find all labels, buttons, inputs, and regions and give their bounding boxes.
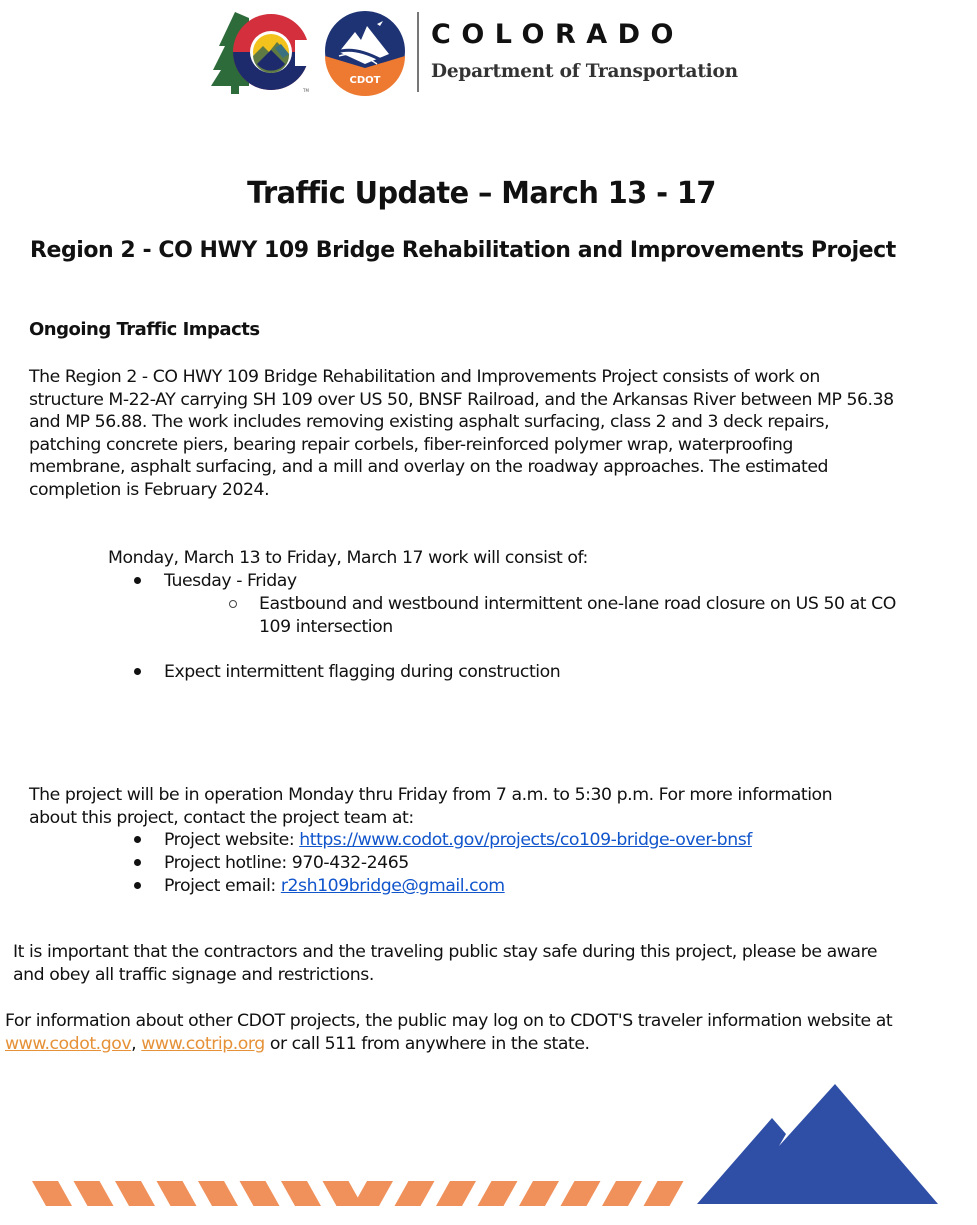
stripe-right — [602, 1181, 642, 1206]
cotrip-website-link[interactable]: www.cotrip.org — [141, 1033, 265, 1054]
stripe-left — [198, 1181, 238, 1206]
stripe-left — [157, 1181, 197, 1206]
logo-department-text: Department of Transportation — [431, 61, 738, 82]
cdot-logo-header — [205, 6, 775, 98]
hazard-stripes — [32, 1181, 684, 1206]
c-letter-icon — [233, 14, 317, 90]
schedule-item-days: Tuesday - Friday — [164, 571, 297, 591]
logo-divider — [417, 12, 419, 92]
project-email-link[interactable]: r2sh109bridge@gmail.com — [280, 876, 505, 896]
stripe-right — [519, 1181, 559, 1206]
safety-notice — [13, 941, 877, 986]
contact-website — [164, 829, 752, 852]
safety-line: It is important that the contractors and the traveling public stay safe during this project, please be aware — [13, 942, 878, 962]
contact-intro-line: about this project, contact the project team at: — [29, 807, 414, 828]
bullet-icon — [134, 859, 141, 866]
project-description — [29, 366, 894, 502]
trademark-mark: TM — [303, 88, 309, 93]
description-line: patching concrete piers, bearing repair corbels, fiber-reinforced polymer wrap, waterproofing — [29, 434, 793, 455]
project-subtitle: Region 2 - CO HWY 109 Bridge Rehabilitation and Improvements Project — [30, 238, 896, 263]
stripe-right — [436, 1181, 476, 1206]
description-line: completion is February 2024. — [29, 479, 270, 500]
other-info-tail: or call 511 from anywhere in the state. — [264, 1033, 590, 1054]
page-title: Traffic Update – March 13 - 17 — [247, 176, 716, 211]
work-schedule — [108, 547, 588, 570]
description-line: membrane, asphalt surfacing, and a mill and overlay on the roadway approaches. The estimated — [29, 457, 829, 478]
logo-colorado-text: COLORADO — [431, 19, 685, 50]
hotline-label: Project hotline: — [164, 853, 292, 873]
cdot-badge-icon — [325, 11, 405, 96]
stripe-right — [395, 1181, 435, 1206]
contact-intro-line: The project will be in operation Monday thru Friday from 7 a.m. to 5:30 p.m. For more information — [29, 785, 833, 805]
stripe-left — [240, 1181, 280, 1206]
link-separator: , — [131, 1033, 142, 1054]
contact-email — [164, 875, 505, 898]
website-label: Project website: — [164, 830, 300, 850]
bullet-icon — [134, 882, 141, 889]
description-line: The Region 2 - CO HWY 109 Bridge Rehabilitation and Improvements Project consists of work on — [29, 367, 820, 387]
stripe-left — [115, 1181, 155, 1206]
schedule-subitem-line: Eastbound and westbound intermittent one-lane road closure on US 50 at CO — [259, 594, 896, 614]
hotline-number: 970-432-2465 — [291, 853, 409, 873]
section-heading: Ongoing Traffic Impacts — [29, 319, 260, 340]
stripe-right — [353, 1181, 393, 1206]
schedule-intro: Monday, March 13 to Friday, March 17 work will consist of: — [108, 548, 588, 568]
colorado-c-logo — [205, 6, 405, 98]
stripe-left — [32, 1181, 72, 1206]
contact-hotline — [164, 852, 409, 875]
mountain-icon — [690, 1078, 950, 1208]
contact-intro — [29, 784, 832, 829]
email-label: Project email: — [164, 876, 281, 896]
cdot-badge-text: CDOT — [349, 75, 381, 86]
description-line: structure M-22-AY carrying SH 109 over US 50, BNSF Railroad, and the Arkansas River between MP 56.38 — [29, 389, 894, 410]
description-line: and MP 56.88. The work includes removing existing asphalt surfacing, class 2 and 3 deck repairs, — [29, 412, 830, 433]
bullet-icon — [134, 577, 141, 584]
other-projects-info — [5, 1010, 892, 1055]
other-info-line: For information about other CDOT projects, the public may log on to CDOT'S traveler information website at — [5, 1011, 893, 1031]
project-website-link[interactable]: https://www.codot.gov/projects/co109-bridge-over-bnsf — [299, 830, 752, 850]
bullet-icon — [134, 668, 141, 675]
stripe-left — [74, 1181, 114, 1206]
other-info-links-line — [5, 1033, 892, 1056]
sub-bullet-icon — [229, 600, 237, 608]
schedule-subitem-line: 109 intersection — [259, 617, 393, 637]
codot-website-link[interactable]: www.codot.gov — [5, 1033, 132, 1054]
stripe-right — [478, 1181, 518, 1206]
safety-line: and obey all traffic signage and restrictions. — [13, 964, 374, 985]
stripe-right — [644, 1181, 684, 1206]
stripe-left — [281, 1181, 321, 1206]
bullet-icon — [134, 836, 141, 843]
schedule-item-flagging: Expect intermittent flagging during construction — [164, 662, 561, 682]
stripe-right — [561, 1181, 601, 1206]
